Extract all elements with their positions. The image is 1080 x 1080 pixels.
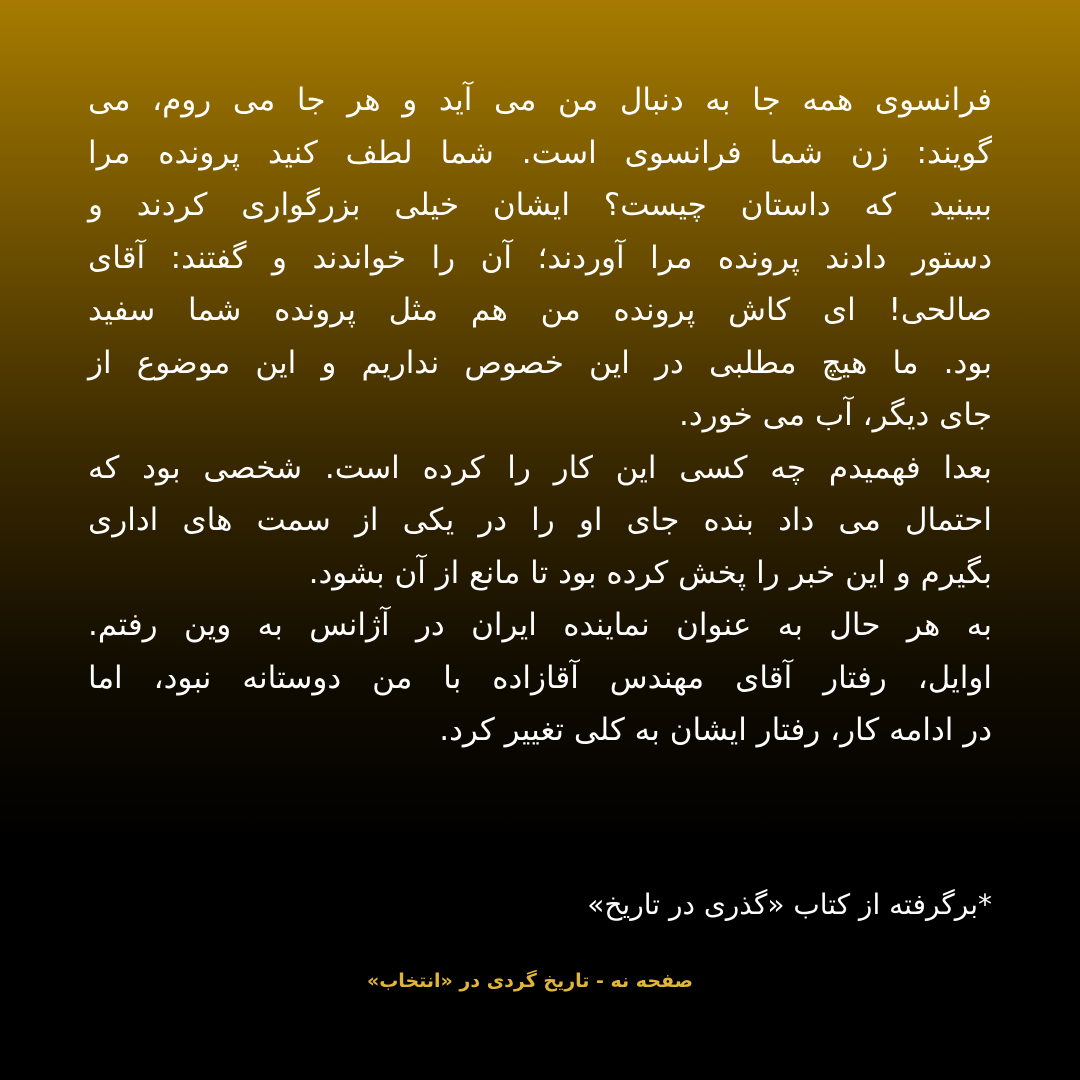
text-line: احتمال می داد بنده جای او را در یکی از سمت های اداری: [88, 502, 992, 538]
text-line: بگیرم و این خبر را پخش کرده بود تا مانع از آن بشود.: [308, 554, 992, 591]
text-line: فرانسوی همه جا به دنبال من می آید و هر جا می روم، می: [88, 82, 992, 118]
text-line: گویند: زن شما فرانسوی است. شما لطف کنید پرونده مرا: [88, 134, 992, 171]
text-line: بعدا فهمیدم چه کسی این کار را کرده است. شخصی بود که: [88, 449, 992, 486]
text-line: اوایل، رفتار آقای مهندس آقازاده با من دوستانه نبود، اما: [88, 659, 992, 696]
text-line: در ادامه کار، رفتار ایشان به کلی تغییر کرد.: [439, 712, 992, 748]
text-line: بود. ما هیچ مطلبی در این خصوص نداریم و این موضوع از: [88, 344, 992, 381]
text-line: دستور دادند پرونده مرا آوردند؛ آن را خواندند و گفتند: آقای: [88, 239, 992, 276]
text-line: جای دیگر، آب می خورد.: [679, 397, 992, 433]
source-note: *برگرفته از کتاب «گذری در تاریخ»: [587, 888, 992, 921]
article-body: [88, 74, 992, 757]
text-line: صالحی! ای کاش پرونده من هم مثل پرونده شما سفید: [88, 292, 992, 328]
text-line: ببینید که داستان چیست؟ ایشان خیلی بزرگواری کردند و: [88, 187, 992, 223]
footer-caption: صفحه نه - تاریخ گردی در «انتخاب»: [366, 970, 694, 992]
text-line: به هر حال به عنوان نماینده ایران در آژانس به وین رفتم.: [88, 607, 992, 643]
